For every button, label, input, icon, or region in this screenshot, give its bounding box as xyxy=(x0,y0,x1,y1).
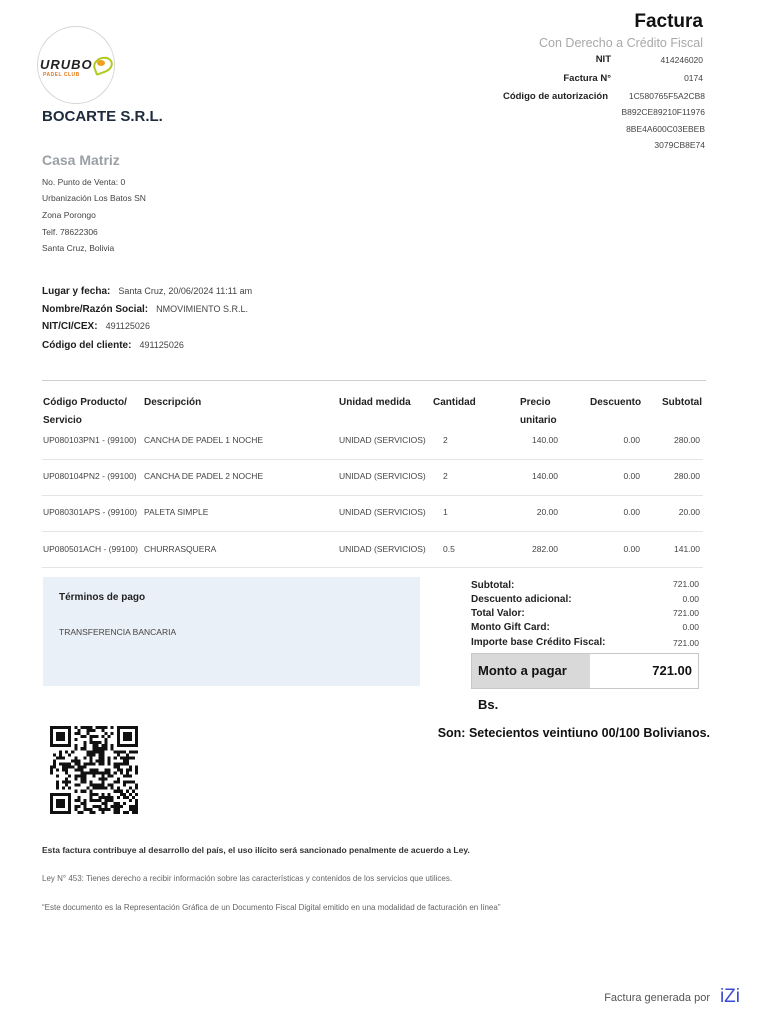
cell-subtotal: 280.00 xyxy=(674,435,700,445)
col-header-descuento: Descuento xyxy=(590,397,642,408)
cell-cantidad: 0.5 xyxy=(443,544,455,554)
col-header-unidad: Unidad medida xyxy=(339,397,411,408)
generated-by-text: Factura generada por xyxy=(604,992,710,1004)
nit-label: NIT xyxy=(595,54,611,65)
address-line: Urbanización Los Batos SN xyxy=(42,193,146,203)
razon-social-row xyxy=(42,304,248,315)
factura-label: Factura N° xyxy=(563,73,611,84)
address-line: Zona Porongo xyxy=(42,210,96,220)
cell-descuento: 0.00 xyxy=(623,471,640,481)
cell-unidad: UNIDAD (SERVICIOS) xyxy=(339,435,426,445)
razon-social-value: NMOVIMIENTO S.R.L. xyxy=(156,304,248,314)
nit-ci-value: 491125026 xyxy=(105,321,150,331)
cell-subtotal: 141.00 xyxy=(674,544,700,554)
nit-ci-label: NIT/CI/CEX: xyxy=(42,321,98,332)
col-header-cantidad: Cantidad xyxy=(433,397,476,408)
cell-codigo: UP080501ACH - (99100) xyxy=(43,544,138,554)
cell-descripcion: CHURRASQUERA xyxy=(144,544,217,554)
codigo-autorizacion-line: 1C580765F5A2CB8 xyxy=(628,91,705,101)
cell-unidad: UNIDAD (SERVICIOS) xyxy=(339,471,426,481)
invoice-subtitle: Con Derecho a Crédito Fiscal xyxy=(539,36,703,50)
izi-logo: iZi xyxy=(719,986,740,1007)
codigo-autorizacion-line: 3079CB8E74 xyxy=(654,140,705,150)
cell-cantidad: 1 xyxy=(443,507,448,517)
row-divider xyxy=(42,567,703,568)
subtotal-value: 721.00 xyxy=(673,579,699,589)
factura-number: 0174 xyxy=(684,73,703,83)
descuento-adicional-value: 0.00 xyxy=(682,594,699,604)
payment-terms-title: Términos de pago xyxy=(59,592,146,603)
cell-descripcion: CANCHA DE PADEL 1 NOCHE xyxy=(144,435,264,445)
cell-precio: 140.00 xyxy=(532,471,558,481)
digital-document-notice: “Este documento es la Representación Gráfica de un Documento Fiscal Digital emitido en una modalidad de facturación en línea” xyxy=(42,903,501,912)
cell-descuento: 0.00 xyxy=(623,435,640,445)
cell-codigo: UP080104PN2 - (99100) xyxy=(43,471,137,481)
padel-ball-fill xyxy=(97,60,105,66)
codigo-cliente-row xyxy=(42,340,184,351)
cell-descripcion: PALETA SIMPLE xyxy=(144,507,209,517)
cell-codigo: UP080103PN1 - (99100) xyxy=(43,435,137,445)
codigo-autorizacion-label: Código de autorización xyxy=(502,91,608,102)
payment-terms-box xyxy=(43,577,420,686)
gift-card-value: 0.00 xyxy=(682,622,699,632)
lugar-fecha-row xyxy=(42,286,252,297)
cell-precio: 282.00 xyxy=(532,544,558,554)
logo-wordmark: URUBO xyxy=(40,57,93,72)
cell-descuento: 0.00 xyxy=(623,507,640,517)
cell-unidad: UNIDAD (SERVICIOS) xyxy=(339,507,426,517)
amount-due-box xyxy=(471,653,699,712)
row-divider xyxy=(42,459,703,460)
importe-base-value: 721.00 xyxy=(673,638,699,648)
descuento-adicional-label: Descuento adicional: xyxy=(471,594,572,605)
col-header-descripcion: Descripción xyxy=(144,397,202,408)
amount-due-value: 721.00 xyxy=(652,663,692,678)
legal-notice: Esta factura contribuye al desarrollo del país, el uso ilícito será sancionado penalmente de acuerdo a Ley. xyxy=(42,845,470,855)
codigo-autorizacion-line: 8BE4A600C03EBEB xyxy=(626,124,705,134)
logo-subtitle: PADEL CLUB xyxy=(43,72,80,78)
company-name: BOCARTE S.R.L. xyxy=(42,108,163,125)
total-valor-value: 721.00 xyxy=(673,608,699,618)
importe-base-label: Importe base Crédito Fiscal: xyxy=(471,637,606,648)
law-notice: Ley N° 453: Tienes derecho a recibir información sobre las características y contenidos de los servicios que utilices. xyxy=(42,874,453,883)
gift-card-label: Monto Gift Card: xyxy=(471,622,550,633)
col-header-precio: Precio unitario xyxy=(520,397,557,426)
lugar-fecha-label: Lugar y fecha: xyxy=(42,286,111,297)
nit-ci-row xyxy=(42,321,150,332)
company-logo xyxy=(37,26,115,104)
row-divider xyxy=(42,531,703,532)
razon-social-label: Nombre/Razón Social: xyxy=(42,304,149,315)
nit-value: 414246020 xyxy=(660,55,703,65)
codigo-cliente-value: 491125026 xyxy=(139,340,184,350)
address-line: No. Punto de Venta: 0 xyxy=(42,177,126,187)
col-header-codigo: Código Producto/ Servicio xyxy=(43,397,127,426)
cell-subtotal: 20.00 xyxy=(678,507,700,517)
cell-descripcion: CANCHA DE PADEL 2 NOCHE xyxy=(144,471,264,481)
amount-due-label: Monto a pagar Bs. xyxy=(472,654,590,688)
col-header-subtotal: Subtotal xyxy=(662,397,702,408)
total-valor-label: Total Valor: xyxy=(471,608,525,619)
payment-terms-value: TRANSFERENCIA BANCARIA xyxy=(59,627,177,637)
address-line: Santa Cruz, Bolivia xyxy=(42,243,115,253)
cell-cantidad: 2 xyxy=(443,435,448,445)
codigo-autorizacion-line: B892CE89210F11976 xyxy=(621,107,705,117)
cell-subtotal: 280.00 xyxy=(674,471,700,481)
table-top-divider xyxy=(42,380,706,381)
cell-precio: 140.00 xyxy=(532,435,558,445)
invoice-title: Factura xyxy=(634,11,703,32)
branch-title: Casa Matriz xyxy=(42,152,120,168)
qr-code-icon xyxy=(50,726,138,814)
cell-unidad: UNIDAD (SERVICIOS) xyxy=(339,544,426,554)
cell-codigo: UP080301APS - (99100) xyxy=(43,507,138,517)
subtotal-label: Subtotal: xyxy=(471,580,515,591)
row-divider xyxy=(42,495,703,496)
cell-precio: 20.00 xyxy=(536,507,558,517)
address-line: Telf. 78622306 xyxy=(42,227,98,237)
codigo-cliente-label: Código del cliente: xyxy=(42,340,132,351)
cell-descuento: 0.00 xyxy=(623,544,640,554)
amount-in-words: Son: Setecientos veintiuno 00/100 Bolivianos. xyxy=(437,726,710,740)
cell-cantidad: 2 xyxy=(443,471,448,481)
lugar-fecha-value: Santa Cruz, 20/06/2024 11:11 am xyxy=(118,286,253,296)
